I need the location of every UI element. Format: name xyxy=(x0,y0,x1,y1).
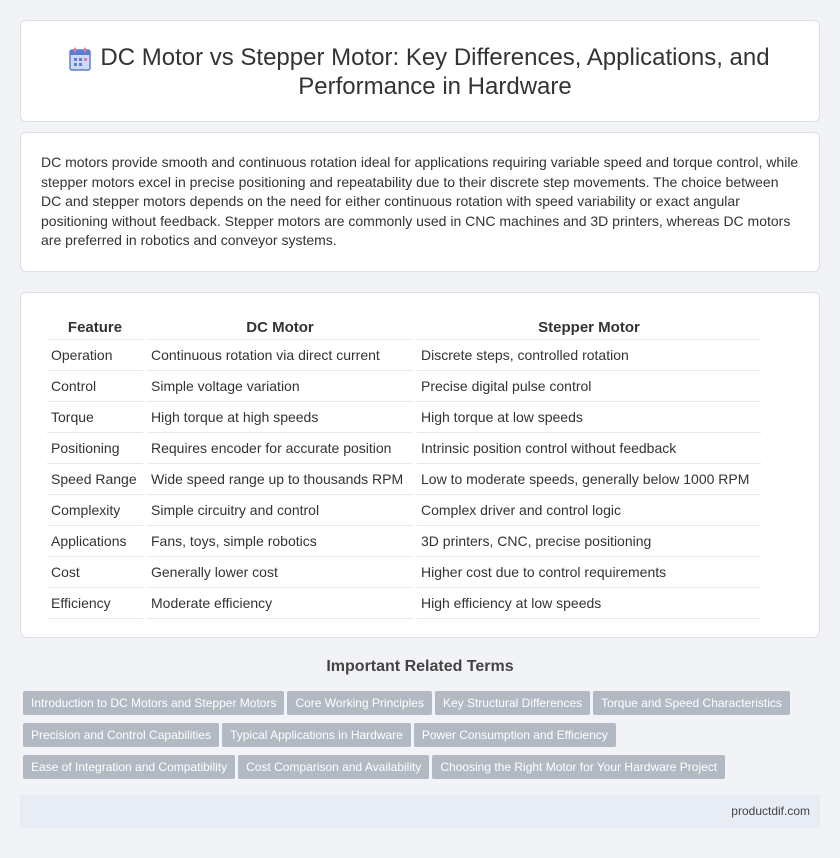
comparison-card xyxy=(20,292,820,638)
title-card xyxy=(20,20,820,122)
dc-motor-cell: Simple circuitry and control xyxy=(147,495,413,526)
feature-cell: Control xyxy=(47,371,143,402)
header-dc-motor: DC Motor xyxy=(147,313,413,340)
dc-motor-cell: Continuous rotation via direct current xyxy=(147,340,413,371)
table-row xyxy=(47,402,761,433)
feature-cell: Torque xyxy=(47,402,143,433)
feature-cell: Complexity xyxy=(47,495,143,526)
table-row xyxy=(47,495,761,526)
table-row xyxy=(47,557,761,588)
table-row xyxy=(47,340,761,371)
stepper-motor-cell: Higher cost due to control requirements xyxy=(417,557,761,588)
stepper-motor-cell: Complex driver and control logic xyxy=(417,495,761,526)
stepper-motor-cell: Low to moderate speeds, generally below 1000 RPM xyxy=(417,464,761,495)
page-title: DC Motor vs Stepper Motor: Key Differences, Applications, and Performance in Hardware xyxy=(100,44,770,100)
related-terms-title: Important Related Terms xyxy=(326,658,514,675)
header-feature: Feature xyxy=(47,313,143,340)
table-row xyxy=(47,433,761,464)
intro-card xyxy=(20,132,820,272)
table-header-row xyxy=(47,313,761,340)
dc-motor-cell: Requires encoder for accurate position xyxy=(147,433,413,464)
dc-motor-cell: Simple voltage variation xyxy=(147,371,413,402)
table-row xyxy=(47,371,761,402)
tag-link[interactable]: Precision and Control Capabilities xyxy=(23,723,219,747)
feature-cell: Applications xyxy=(47,526,143,557)
footer-site-name: productdif.com xyxy=(731,804,810,818)
related-terms-tags xyxy=(23,691,823,787)
tag-row xyxy=(23,691,823,723)
tag-link[interactable]: Torque and Speed Characteristics xyxy=(593,691,790,715)
dc-motor-cell: Fans, toys, simple robotics xyxy=(147,526,413,557)
stepper-motor-cell: Intrinsic position control without feedback xyxy=(417,433,761,464)
tag-row xyxy=(23,755,823,787)
tag-link[interactable]: Key Structural Differences xyxy=(435,691,590,715)
tag-link[interactable]: Introduction to DC Motors and Stepper Motors xyxy=(23,691,284,715)
dc-motor-cell: Generally lower cost xyxy=(147,557,413,588)
dc-motor-cell: Wide speed range up to thousands RPM xyxy=(147,464,413,495)
intro-paragraph: DC motors provide smooth and continuous rotation ideal for applications requiring variable speed and torque control, while stepper motors excel in precise positioning and repeatability due to their discrete step movements. The choice between DC and stepper motors depends on the need for either continuous rotation with speed variability or exact angular positioning without feedback. Stepper motors are commonly used in CNC machines and 3D printers, whereas DC motors are preferred in robotics and conveyor systems. xyxy=(41,154,799,248)
footer-bar xyxy=(20,794,820,828)
feature-cell: Cost xyxy=(47,557,143,588)
table-row xyxy=(47,526,761,557)
feature-cell: Efficiency xyxy=(47,588,143,619)
tag-row xyxy=(23,723,823,755)
feature-cell: Positioning xyxy=(47,433,143,464)
stepper-motor-cell: High efficiency at low speeds xyxy=(417,588,761,619)
tag-link[interactable]: Power Consumption and Efficiency xyxy=(414,723,616,747)
table-row xyxy=(47,588,761,619)
stepper-motor-cell: High torque at low speeds xyxy=(417,402,761,433)
tag-link[interactable]: Ease of Integration and Compatibility xyxy=(23,755,235,779)
table-row xyxy=(47,464,761,495)
header-stepper-motor: Stepper Motor xyxy=(417,313,761,340)
tag-link[interactable]: Core Working Principles xyxy=(287,691,432,715)
feature-cell: Operation xyxy=(47,340,143,371)
comparison-table xyxy=(43,313,765,619)
stepper-motor-cell: 3D printers, CNC, precise positioning xyxy=(417,526,761,557)
dc-motor-cell: High torque at high speeds xyxy=(147,402,413,433)
tag-link[interactable]: Typical Applications in Hardware xyxy=(222,723,411,747)
feature-cell: Speed Range xyxy=(47,464,143,495)
stepper-motor-cell: Discrete steps, controlled rotation xyxy=(417,340,761,371)
tag-link[interactable]: Choosing the Right Motor for Your Hardware Project xyxy=(432,755,725,779)
stepper-motor-cell: Precise digital pulse control xyxy=(417,371,761,402)
dc-motor-cell: Moderate efficiency xyxy=(147,588,413,619)
tag-link[interactable]: Cost Comparison and Availability xyxy=(238,755,429,779)
